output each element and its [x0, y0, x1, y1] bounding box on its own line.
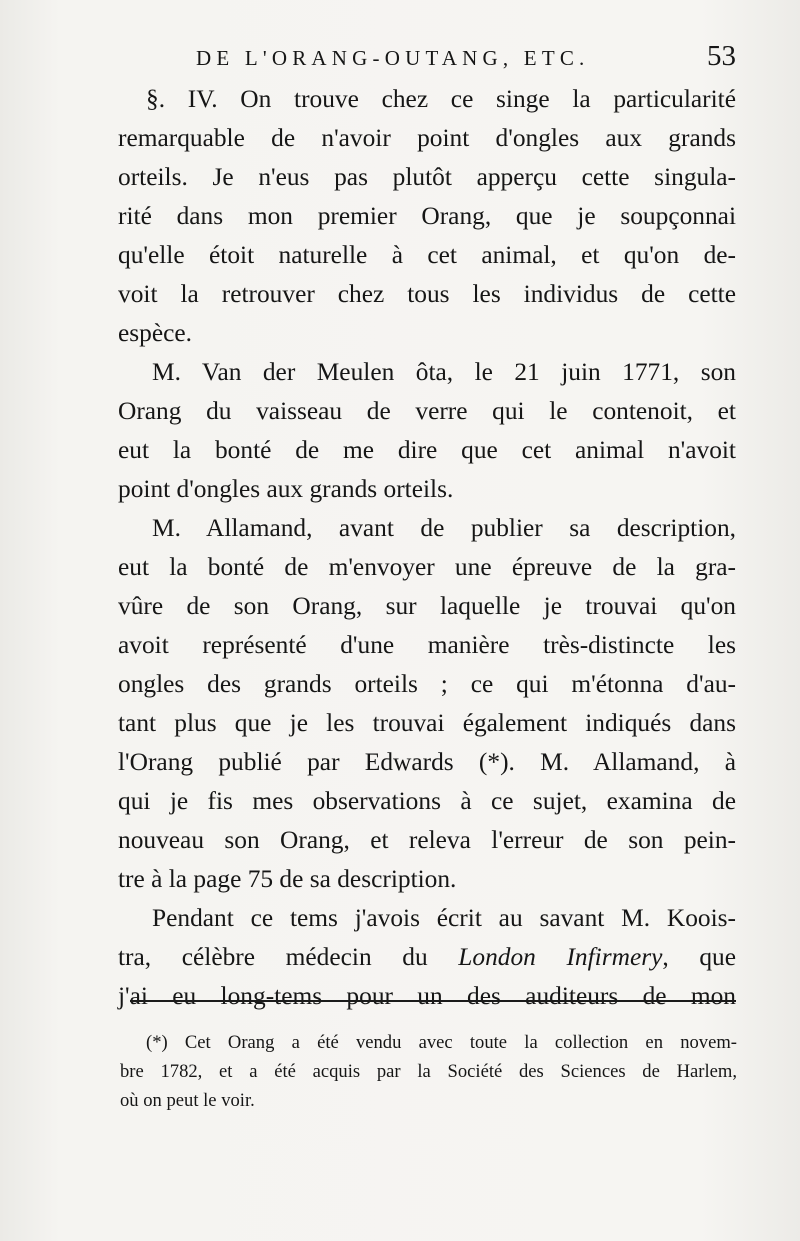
italic-text: London Infirmery [458, 943, 663, 971]
text-line: remarquable de n'avoir point d'ongles aux grands [118, 124, 736, 152]
text-line: tant plus que je les trouvai également indiqués dans [118, 709, 736, 737]
text-line: ongles des grands orteils ; ce qui m'étonna d'au- [118, 670, 736, 698]
text-line: l'Orang publié par Edwards (*). M. Allamand, à [118, 748, 736, 776]
footnote-line: où on peut le voir. [120, 1090, 255, 1111]
text-segment: tra, célèbre médecin du [118, 943, 459, 971]
page-header [196, 40, 736, 80]
text-line: avoit représenté d'une manière très-distincte les [118, 631, 736, 659]
footnote [120, 1028, 737, 1115]
text-line: eut la bonté de me dire que cet animal n'avoit [118, 436, 736, 464]
text-line: M. Allamand, avant de publier sa description, [152, 514, 736, 542]
text-line: §. IV. On trouve chez ce singe la particularité [146, 85, 736, 113]
text-line: eut la bonté de m'envoyer une épreuve de la gra- [118, 553, 736, 581]
body-text [118, 80, 736, 1016]
text-line: nouveau son Orang, et releva l'erreur de son pein- [118, 826, 736, 854]
text-line: Orang du vaisseau de verre qui le contenoit, et [118, 397, 736, 425]
text-line: voit la retrouver chez tous les individus de cette [118, 280, 736, 308]
text-line: orteils. Je n'eus pas plutôt apperçu cette singula- [118, 163, 736, 191]
footnote-line: (*) Cet Orang a été vendu avec toute la collection en novem- [146, 1032, 737, 1053]
text-line: espèce. [118, 319, 193, 347]
text-line: j'ai eu long-tems pour un des auditeurs de mon [118, 982, 736, 1010]
text-line: Pendant ce tems j'avois écrit au savant M. Koois- [152, 904, 736, 932]
text-line: tre à la page 75 de sa description. [118, 865, 457, 893]
text-line: rité dans mon premier Orang, que je soupçonnai [118, 202, 736, 230]
text-line: M. Van der Meulen ôta, le 21 juin 1771, son [152, 358, 736, 386]
footnote-rule [130, 1000, 736, 1002]
running-head: DE L'ORANG-OUTANG, ETC. [196, 46, 590, 70]
text-line: vûre de son Orang, sur laquelle je trouvai qu'on [118, 592, 736, 620]
page-number: 53 [707, 40, 736, 72]
text-line [118, 938, 736, 977]
text-segment: , que [662, 943, 736, 971]
footnote-line: bre 1782, et a été acquis par la Société des Sciences de Harlem, [120, 1061, 737, 1082]
text-line: point d'ongles aux grands orteils. [118, 475, 454, 503]
text-line: qui je fis mes observations à ce sujet, examina de [118, 787, 736, 815]
text-line: qu'elle étoit naturelle à cet animal, et qu'on de- [118, 241, 736, 269]
